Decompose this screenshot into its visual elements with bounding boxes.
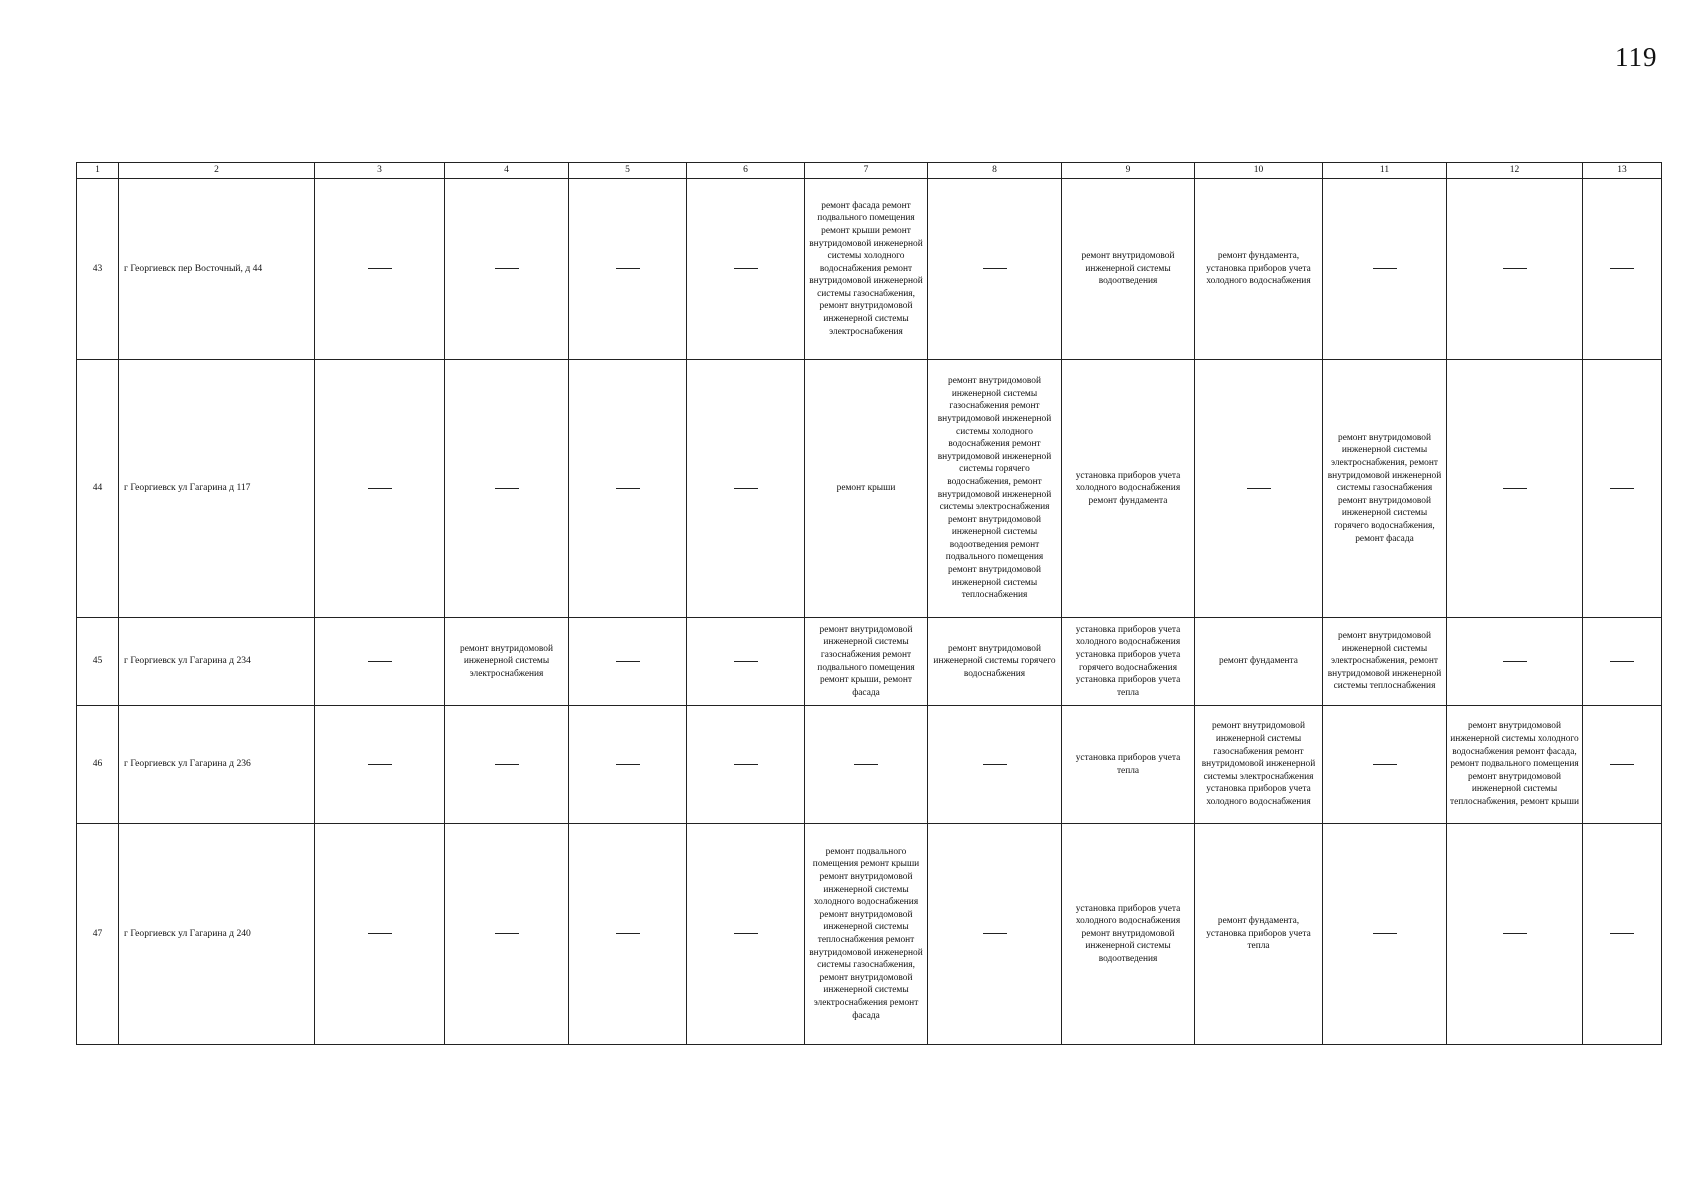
table-row [77,179,1662,360]
column-header: 7 [805,163,928,179]
empty-dash [1610,933,1634,934]
row-number: 44 [77,360,119,618]
table-cell: ремонт фасада ремонт подвального помещения ремонт крыши ремонт внутридомовой инженерной системы холодного водоснабжения ремонт внутридомовой инженерной системы газоснабжения, ремонт внутридомовой инженерной системы электроснабжения [805,179,928,360]
row-number: 46 [77,706,119,824]
table-cell [1583,824,1662,1045]
empty-dash [983,933,1007,934]
table-cell [928,824,1062,1045]
empty-dash [1503,661,1527,662]
empty-dash [983,764,1007,765]
table-cell [445,706,569,824]
page-number: 119 [1615,42,1658,72]
empty-dash [1503,268,1527,269]
table-cell: ремонт внутридомовой инженерной системы электроснабжения, ремонт внутридомовой инженерной системы теплоснабжения [1323,618,1447,706]
empty-dash [368,661,392,662]
table-cell [687,179,805,360]
empty-dash [854,764,878,765]
table-cell: ремонт внутридомовой инженерной системы газоснабжения ремонт внутридомовой инженерной системы холодного водоснабжения ремонт внутридомовой инженерной системы горячего водоснабжения, ремонт внутридомовой инженерной системы электроснабжения ремонт внутридомовой инженерной системы водоотведения ремонт подвального помещения ремонт внутридомовой инженерной системы теплоснабжения [928,360,1062,618]
empty-dash [1373,268,1397,269]
table-cell: ремонт внутридомовой инженерной системы холодного водоснабжения ремонт фасада, ремонт подвального помещения ремонт внутридомовой инженерной системы теплоснабжения, ремонт крыши [1447,706,1583,824]
table-cell: установка приборов учета холодного водоснабжения ремонт фундамента [1062,360,1195,618]
column-header: 11 [1323,163,1447,179]
table-cell [569,824,687,1045]
table-cell [1323,179,1447,360]
table-cell [1447,179,1583,360]
column-header: 13 [1583,163,1662,179]
empty-dash [1373,933,1397,934]
table-cell [315,360,445,618]
table-cell [1195,360,1323,618]
empty-dash [734,488,758,489]
table-cell: ремонт внутридомовой инженерной системы электроснабжения [445,618,569,706]
table-cell [569,618,687,706]
table-cell [445,179,569,360]
table-cell [315,179,445,360]
table-cell [569,360,687,618]
table-cell: ремонт внутридомовой инженерной системы газоснабжения ремонт подвального помещения ремонт крыши, ремонт фасада [805,618,928,706]
empty-dash [495,764,519,765]
column-header: 4 [445,163,569,179]
table-cell: ремонт подвального помещения ремонт крыши ремонт внутридомовой инженерной системы холодного водоснабжения ремонт внутридомовой инженерной системы теплоснабжения ремонт внутридомовой инженерной системы газоснабжения, ремонт внутридомовой инженерной системы электроснабжения ремонт фасада [805,824,928,1045]
table-cell [687,360,805,618]
table-cell [315,824,445,1045]
table-cell: установка приборов учета холодного водоснабжения установка приборов учета горячего водоснабжения установка приборов учета тепла [1062,618,1195,706]
table-cell [1447,360,1583,618]
row-number: 45 [77,618,119,706]
table-cell [928,179,1062,360]
empty-dash [368,933,392,934]
table-cell: установка приборов учета холодного водоснабжения ремонт внутридомовой инженерной системы водоотведения [1062,824,1195,1045]
table-cell [569,706,687,824]
table-cell [315,706,445,824]
table-cell [687,824,805,1045]
empty-dash [734,764,758,765]
table-cell [1323,706,1447,824]
table-cell: ремонт внутридомовой инженерной системы горячего водоснабжения [928,618,1062,706]
table-cell [445,360,569,618]
row-number: 43 [77,179,119,360]
table-cell [805,706,928,824]
empty-dash [495,933,519,934]
column-header: 9 [1062,163,1195,179]
table-cell [1323,824,1447,1045]
empty-dash [616,661,640,662]
address-cell: г Георгиевск ул Гагарина д 117 [119,360,315,618]
table-cell [687,618,805,706]
empty-dash [1610,764,1634,765]
empty-dash [734,268,758,269]
empty-dash [1373,764,1397,765]
address-cell: г Георгиевск ул Гагарина д 236 [119,706,315,824]
table-cell [445,824,569,1045]
table-row [77,824,1662,1045]
column-header: 10 [1195,163,1323,179]
table-cell [1583,706,1662,824]
table-cell: ремонт фундамента, установка приборов учета тепла [1195,824,1323,1045]
table-row [77,618,1662,706]
table-cell: ремонт внутридомовой инженерной системы водоотведения [1062,179,1195,360]
column-header: 8 [928,163,1062,179]
empty-dash [616,933,640,934]
empty-dash [1247,488,1271,489]
column-header: 2 [119,163,315,179]
table-cell: ремонт внутридомовой инженерной системы газоснабжения ремонт внутридомовой инженерной системы электроснабжения установка приборов учета холодного водоснабжения [1195,706,1323,824]
table-cell [1583,360,1662,618]
empty-dash [368,488,392,489]
table-cell [928,706,1062,824]
table-cell: ремонт фундамента, установка приборов учета холодного водоснабжения [1195,179,1323,360]
table-cell: установка приборов учета тепла [1062,706,1195,824]
empty-dash [368,268,392,269]
table-cell [315,618,445,706]
empty-dash [734,933,758,934]
address-cell: г Георгиевск ул Гагарина д 234 [119,618,315,706]
row-number: 47 [77,824,119,1045]
column-header: 5 [569,163,687,179]
table-cell: ремонт крыши [805,360,928,618]
empty-dash [368,764,392,765]
table-row [77,360,1662,618]
empty-dash [983,268,1007,269]
table-cell [1447,618,1583,706]
table-cell [687,706,805,824]
column-header: 3 [315,163,445,179]
repair-plan-table [76,162,1662,1045]
header-row [77,163,1662,179]
column-header: 6 [687,163,805,179]
empty-dash [616,764,640,765]
table-cell [1583,618,1662,706]
column-header: 12 [1447,163,1583,179]
empty-dash [1610,268,1634,269]
column-header: 1 [77,163,119,179]
table-row [77,706,1662,824]
empty-dash [1503,488,1527,489]
address-cell: г Георгиевск пер Восточный, д 44 [119,179,315,360]
table-cell [569,179,687,360]
table-cell [1447,824,1583,1045]
address-cell: г Георгиевск ул Гагарина д 240 [119,824,315,1045]
empty-dash [616,268,640,269]
empty-dash [616,488,640,489]
empty-dash [1503,933,1527,934]
table-cell: ремонт фундамента [1195,618,1323,706]
empty-dash [1610,661,1634,662]
table-cell [1583,179,1662,360]
empty-dash [495,488,519,489]
empty-dash [1610,488,1634,489]
empty-dash [734,661,758,662]
empty-dash [495,268,519,269]
table-cell: ремонт внутридомовой инженерной системы электроснабжения, ремонт внутридомовой инженерной системы газоснабжения ремонт внутридомовой инженерной системы горячего водоснабжения, ремонт фасада [1323,360,1447,618]
